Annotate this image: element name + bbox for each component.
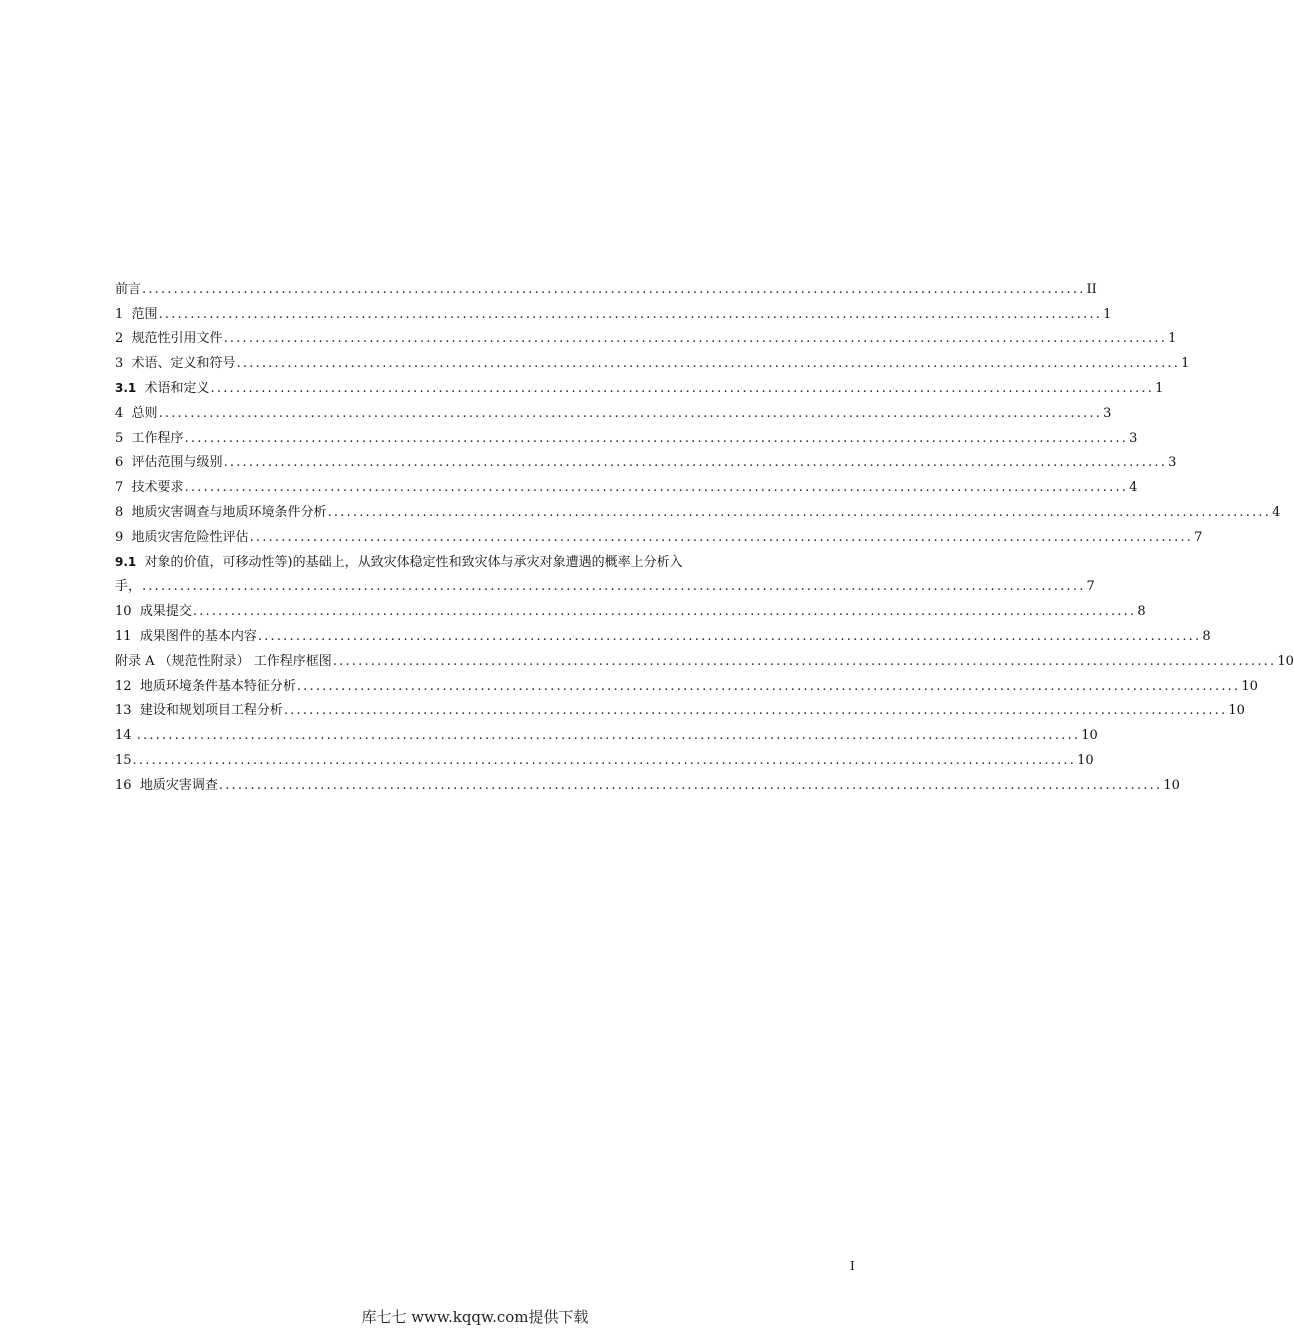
toc-entry-number: 13	[115, 703, 132, 719]
toc-entry-4[interactable]	[115, 401, 1112, 426]
toc-entry-page: 10	[1163, 777, 1180, 793]
toc-entry-title: 工作程序	[131, 430, 184, 446]
toc-leader-dots: .....................................................................................................................................................	[218, 777, 1163, 793]
toc-entry-number: 11	[115, 629, 132, 645]
toc-entry-number: 6	[115, 455, 124, 471]
toc-entry-page: 1	[1181, 356, 1190, 372]
toc-entry-label	[115, 629, 257, 644]
toc-leader-dots: .....................................................................................................................................................	[184, 480, 1129, 496]
toc-entry-page: 4	[1272, 505, 1281, 521]
toc-entry-9-1-line2[interactable]	[115, 575, 1095, 600]
toc-entry-title: 技术要求	[131, 480, 184, 496]
toc-entry-11[interactable]	[115, 624, 1211, 649]
toc-entry-5[interactable]	[115, 426, 1138, 451]
toc-entry-number: 附录 A	[115, 653, 155, 669]
toc-entry-page: 10	[1077, 753, 1094, 769]
toc-entry-preface[interactable]	[115, 277, 1097, 302]
toc-entry-label	[115, 505, 327, 520]
toc-leader-dots: .....................................................................................................................................................	[142, 579, 1086, 595]
toc-entry-label	[115, 753, 132, 768]
toc-entry-number: 2	[115, 331, 124, 347]
toc-entry-number: 7	[115, 480, 124, 496]
toc-entry-2[interactable]	[115, 327, 1177, 352]
page-number: I	[850, 1259, 855, 1273]
toc-entry-label	[115, 604, 192, 619]
toc-leader-dots: .....................................................................................................................................................	[332, 653, 1277, 669]
toc-entry-page: 8	[1202, 629, 1211, 645]
toc-entry-title: （规范性附录） 工作程序框图	[158, 653, 332, 669]
toc-entry-number: 9.1	[115, 554, 137, 569]
toc-entry-page: 10	[1277, 653, 1294, 669]
toc-entry-label	[115, 555, 683, 570]
toc-leader-dots: .....................................................................................................................................................	[184, 430, 1129, 446]
toc-entry-number: 3.1	[115, 381, 137, 396]
toc-leader-dots: .....................................................................................................................................................	[132, 753, 1077, 769]
toc-entry-title: 范围	[131, 306, 158, 322]
toc-entry-13[interactable]	[115, 699, 1245, 724]
toc-entry-label	[115, 728, 136, 743]
toc-leader-dots: .....................................................................................................................................................	[283, 703, 1228, 719]
toc-leader-dots: .....................................................................................................................................................	[223, 455, 1168, 471]
toc-entry-title: 评估范围与级别	[131, 455, 223, 471]
toc-entry-page: 7	[1086, 579, 1095, 595]
toc-entry-label	[115, 431, 184, 446]
toc-entry-page: 3	[1168, 455, 1177, 471]
toc-entry-14[interactable]	[115, 723, 1098, 748]
toc-entry-label	[115, 679, 296, 694]
toc-entry-page: 4	[1129, 480, 1138, 496]
toc-entry-title: 地质环境条件基本特征分析	[139, 678, 296, 694]
toc-leader-dots: .....................................................................................................................................................	[236, 356, 1181, 372]
toc-entry-label	[115, 654, 332, 669]
toc-leader-dots: .....................................................................................................................................................	[296, 678, 1241, 694]
toc-leader-dots: .....................................................................................................................................................	[158, 306, 1103, 322]
toc-entry-1[interactable]	[115, 302, 1112, 327]
toc-leader-dots: .....................................................................................................................................................	[223, 331, 1168, 347]
toc-entry-number: 3	[115, 356, 124, 372]
toc-entry-page: 1	[1155, 381, 1164, 397]
toc-entry-number: 8	[115, 505, 124, 521]
toc-leader-dots: .....................................................................................................................................................	[142, 281, 1086, 297]
toc-entry-title: 对象的价值，可移动性等)的基础上，从致灾体稳定性和致灾体与承灾对象遭遇的概率上分析入	[144, 554, 683, 570]
toc-entry-7[interactable]	[115, 475, 1138, 500]
toc-entry-label	[115, 530, 249, 545]
toc-entry-title: 成果提交	[139, 604, 192, 620]
toc-entry-number: 1	[115, 306, 124, 322]
table-of-contents	[115, 277, 1294, 798]
toc-entry-10[interactable]	[115, 599, 1146, 624]
toc-leader-dots: .....................................................................................................................................................	[327, 505, 1272, 521]
toc-entry-page: 7	[1194, 529, 1203, 545]
toc-entry-number: 16	[115, 777, 132, 793]
toc-entry-page: 3	[1129, 430, 1138, 446]
toc-entry-page: 1	[1103, 306, 1112, 322]
toc-entry-label	[115, 480, 184, 495]
toc-entry-9-1-line1[interactable]	[115, 550, 860, 575]
toc-entry-page: 10	[1228, 703, 1245, 719]
toc-entry-label	[115, 455, 223, 470]
toc-entry-title: 总则	[131, 405, 158, 421]
toc-entry-label	[115, 381, 210, 396]
toc-entry-16[interactable]	[115, 773, 1180, 798]
toc-leader-dots: .....................................................................................................................................................	[210, 381, 1155, 397]
toc-entry-title: 规范性引用文件	[131, 331, 223, 347]
toc-entry-8[interactable]	[115, 500, 1281, 525]
toc-leader-dots: .....................................................................................................................................................	[249, 529, 1194, 545]
toc-leader-dots: .....................................................................................................................................................	[158, 405, 1103, 421]
toc-entry-page: 8	[1137, 604, 1146, 620]
toc-entry-number: 9	[115, 529, 124, 545]
toc-entry-number: 14	[115, 728, 132, 744]
toc-entry-page: 10	[1081, 728, 1098, 744]
toc-entry-number: 15	[115, 753, 132, 769]
toc-entry-page: 10	[1241, 678, 1258, 694]
toc-entry-title: 地质灾害调查	[139, 777, 218, 793]
toc-entry-page: 1	[1168, 331, 1177, 347]
toc-leader-dots: .....................................................................................................................................................	[192, 604, 1137, 620]
toc-leader-dots: .....................................................................................................................................................	[257, 629, 1202, 645]
toc-entry-number: 12	[115, 678, 132, 694]
toc-entry-title: 地质灾害调查与地质环境条件分析	[131, 505, 327, 521]
toc-entry-title: 地质灾害危险性评估	[131, 529, 249, 545]
toc-entry-number: 5	[115, 430, 124, 446]
toc-entry-title: 建设和规划项目工程分析	[139, 703, 283, 719]
toc-entry-title: 前言	[115, 281, 142, 297]
toc-entry-6[interactable]	[115, 451, 1177, 476]
toc-entry-title: 术语和定义	[144, 381, 210, 397]
toc-entry-9[interactable]	[115, 525, 1203, 550]
toc-entry-label	[115, 307, 158, 322]
toc-entry-title-continued: 手，	[115, 579, 142, 595]
toc-entry-appendix-a[interactable]	[115, 649, 1294, 674]
toc-entry-title: 成果图件的基本内容	[139, 629, 257, 645]
toc-leader-dots: .....................................................................................................................................................	[136, 728, 1081, 744]
toc-entry-page: 3	[1103, 405, 1112, 421]
toc-entry-label	[115, 778, 218, 793]
toc-entry-label	[115, 331, 223, 346]
toc-entry-3[interactable]	[115, 351, 1190, 376]
toc-entry-15[interactable]	[115, 748, 1094, 773]
footer-watermark: 库七七 www.kqqw.com提供下载	[361, 1308, 589, 1326]
toc-entry-number: 10	[115, 604, 132, 620]
toc-entry-label	[115, 356, 236, 371]
toc-entry-label	[115, 406, 158, 421]
toc-entry-12[interactable]	[115, 674, 1258, 699]
toc-entry-number: 4	[115, 405, 124, 421]
toc-entry-page: II	[1086, 281, 1097, 297]
toc-entry-3-1[interactable]	[115, 376, 1164, 401]
toc-entry-title: 术语、定义和符号	[131, 356, 236, 372]
toc-entry-label	[115, 703, 283, 718]
